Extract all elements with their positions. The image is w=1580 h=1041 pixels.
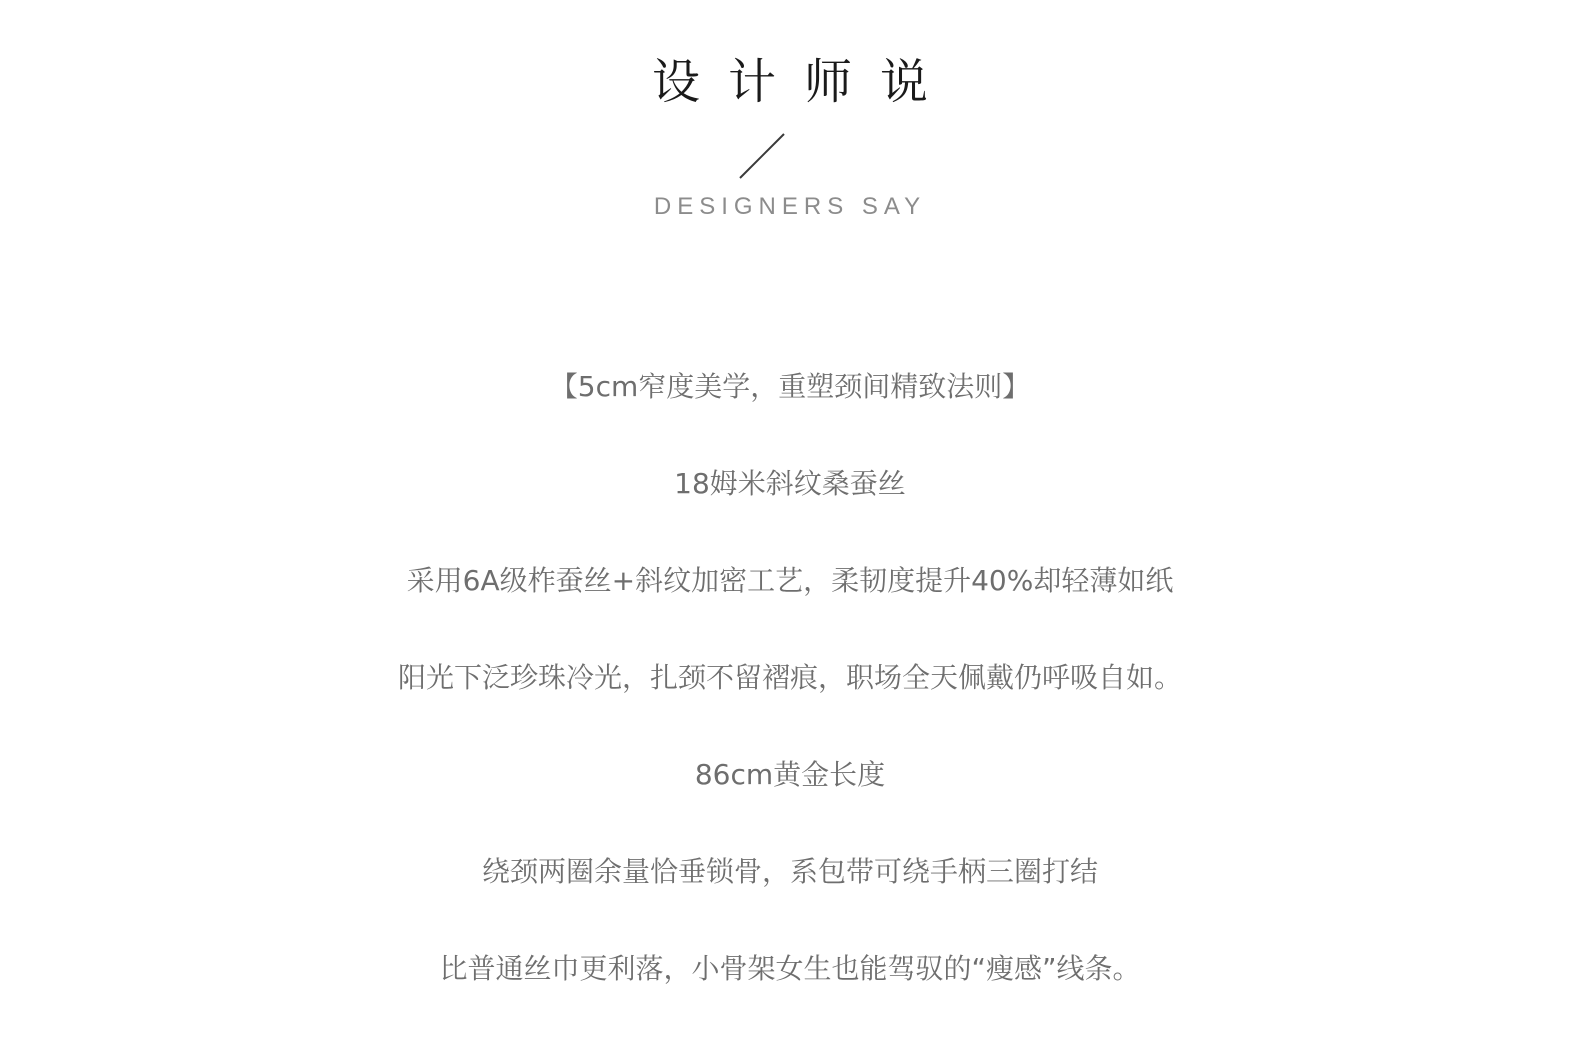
section-header <box>0 0 1580 240</box>
section-title: 设计师说 <box>651 54 956 110</box>
slash-divider <box>736 130 788 182</box>
description-line: 采用6A级柞蚕丝+斜纹加密工艺，柔韧度提升40%却轻薄如纸 <box>406 564 1174 597</box>
description-line: 阳光下泛珍珠冷光，扎颈不留褶痕，职场全天佩戴仍呼吸自如。 <box>397 661 1182 694</box>
section-subtitle: DESIGNERS SAY <box>653 193 927 220</box>
feature-heading-fabric: 18姆米斜纹桑蚕丝 <box>674 467 906 500</box>
description-line: 绕颈两圈余量恰垂锁骨，系包带可绕手柄三圈打结 <box>481 855 1098 888</box>
description-line: 比普通丝巾更利落，小骨架女生也能驾驭的“瘦感”线条。 <box>439 952 1141 985</box>
headline-line: 【5cm窄度美学，重塑颈间精致法则】 <box>549 370 1031 403</box>
feature-heading-length: 86cm黄金长度 <box>694 758 886 791</box>
description-block <box>0 362 1580 1041</box>
